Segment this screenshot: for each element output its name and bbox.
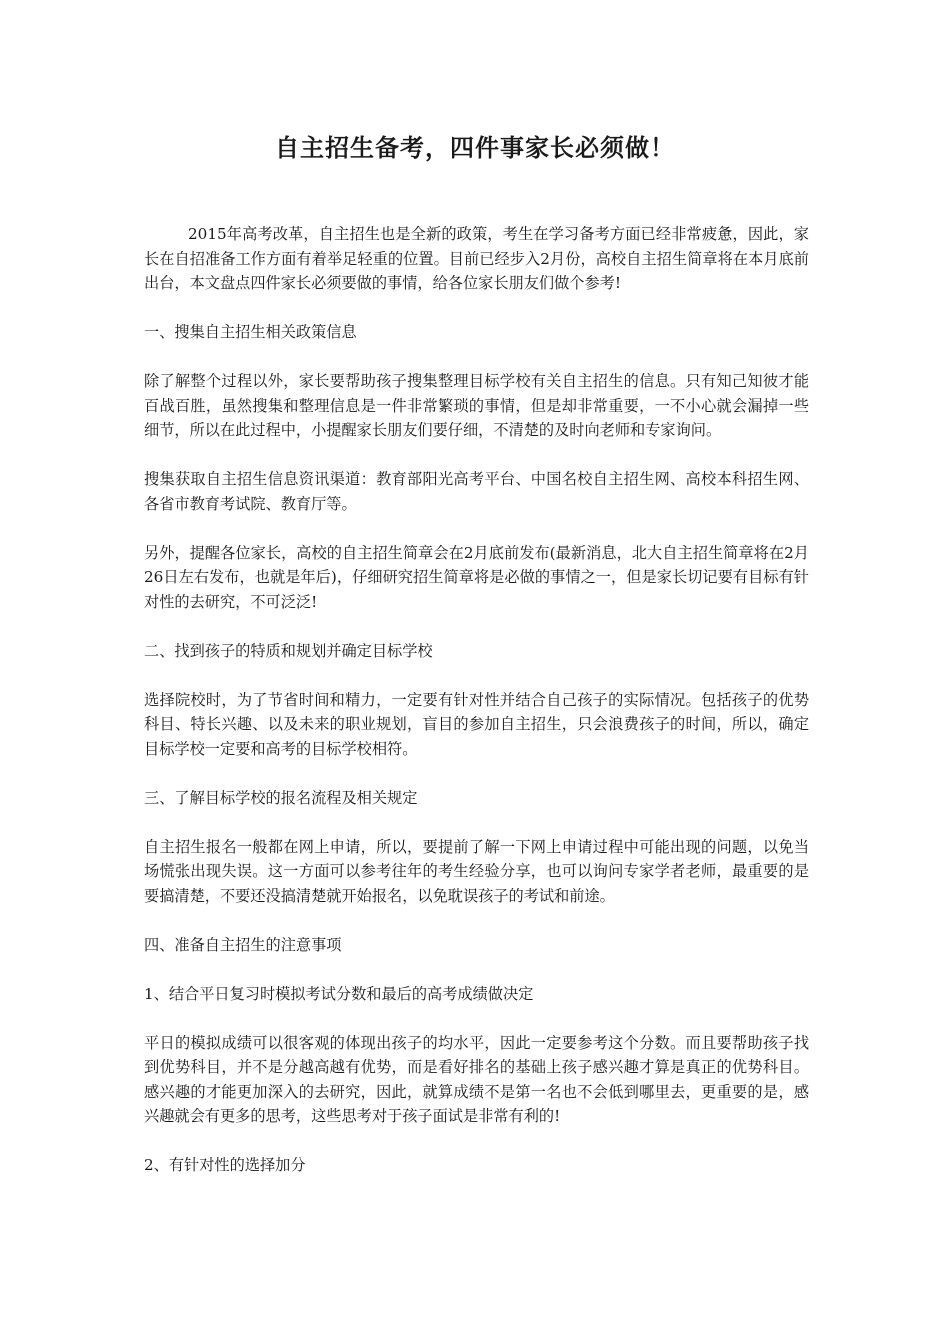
section-heading-3: 三、了解目标学校的报名流程及相关规定 — [144, 788, 418, 807]
subsection-1-paragraph: 平日的模拟成绩可以很客观的体现出孩子的均水平，因此一定要参考这个分数。而且要帮助孩子找到优势科目，并不是分越高越有优势，而是看好排名的基础上孩子感兴趣才算是真正的优势科目。感兴趣的才能更加深入的去研究，因此，就算成绩不是第一名也不会低到哪里去，更重要的是，感兴趣就会有更多的思考，这些思考对于孩子面试是非常有利的! — [144, 1033, 809, 1125]
section-heading-1: 一、搜集自主招生相关政策信息 — [144, 323, 357, 341]
section-2-paragraph: 选择院校时，为了节省时间和精力，一定要有针对性并结合自己孩子的实际情况。包括孩子的优势科目、特长兴趣、以及未来的职业规划，盲目的参加自主招生，只会浪费孩子的时间，所以，确定目标学校一定要和高考的目标学校相符。 — [144, 690, 809, 758]
section-1-paragraph-1: 除了解整个过程以外，家长要帮助孩子搜集整理目标学校有关自主招生的信息。只有知己知彼才能百战百胜，虽然搜集和整理信息是一件非常繁琐的事情，但是却非常重要，一不小心就会漏掉一些细节，所以在此过程中，小提醒家长朋友们要仔细，不清楚的及时向老师和专家询问。 — [144, 372, 809, 439]
intro-paragraph: 2015年高考改革，自主招生也是全新的政策，考生在学习备考方面已经非常疲惫，因此，家长在自招准备工作方面有着举足轻重的位置。目前已经步入2月份，高校自主招生简章将在本月底前出台，本文盘点四件家长必须要做的事情，给各位家长朋友们做个参考! — [144, 225, 809, 292]
section-1-paragraph-2: 搜集获取自主招生信息资讯渠道：教育部阳光高考平台、中国名校自主招生网、高校本科招生网、各省市教育考试院、教育厅等。 — [144, 470, 809, 513]
subsection-heading-1: 1、结合平日复习时模拟考试分数和最后的高考成绩做决定 — [144, 984, 534, 1003]
section-1-paragraph-3: 另外，提醒各位家长，高校的自主招生简章会在2月底前发布(最新消息，北大自主招生简章将在2月26日左右发布，也就是年后)，仔细研究招生简章将是必做的事情之一，但是家长切记要有目标有针对性的去研究，不可泛泛! — [144, 543, 809, 611]
subsection-heading-2: 2、有针对性的选择加分 — [144, 1156, 306, 1174]
section-heading-2: 二、找到孩子的特质和规划并确定目标学校 — [144, 641, 433, 660]
document-body — [144, 222, 809, 1202]
document-title: 自主招生备考，四件事家长必须做！ — [275, 134, 675, 162]
section-3-paragraph: 自主招生报名一般都在网上申请，所以，要提前了解一下网上申请过程中可能出现的问题，以免当场慌张出现失误。这一方面可以参考往年的考生经验分享，也可以询问专家学者老师，最重要的是要搞清楚，不要还没搞清楚就开始报名，以免耽误孩子的考试和前途。 — [144, 837, 809, 905]
section-heading-4: 四、准备自主招生的注意事项 — [144, 935, 342, 954]
